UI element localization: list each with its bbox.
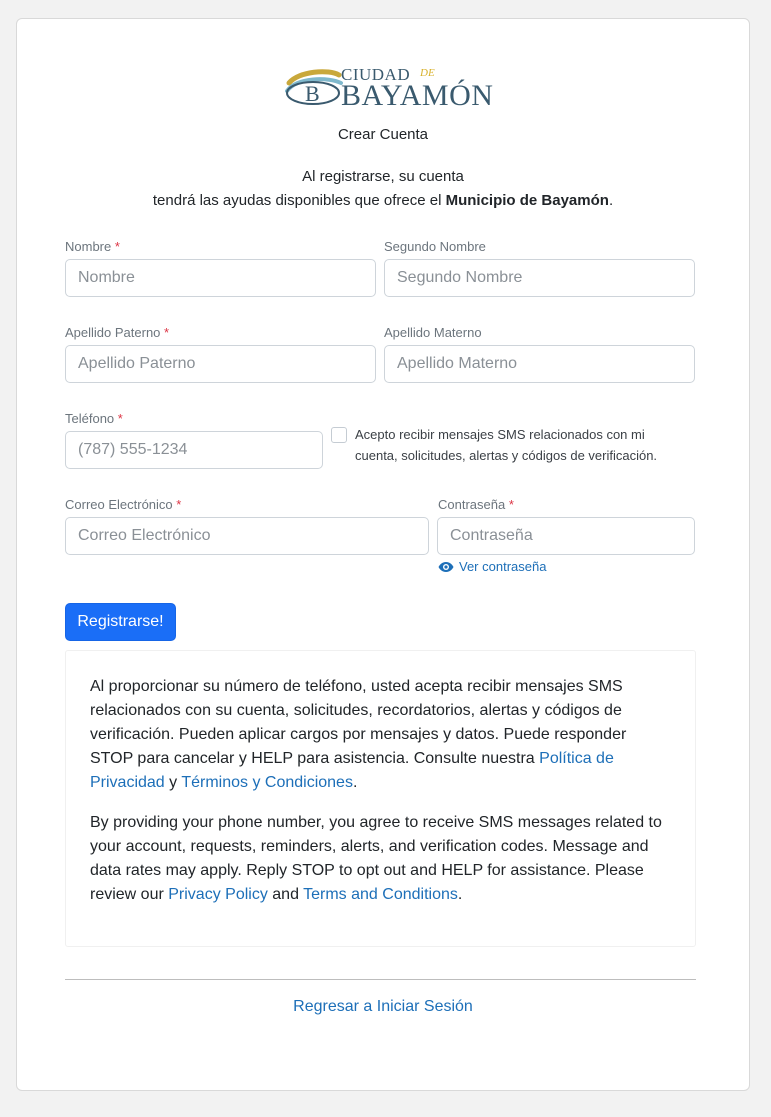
sms-consent-checkbox[interactable] [331, 427, 347, 443]
terms-link-en[interactable]: Terms and Conditions [303, 886, 458, 903]
sms-consent-line-1: Acepto recibir mensajes SMS relacionados con mi [355, 427, 645, 442]
segundo-nombre-label: Segundo Nombre [384, 239, 486, 254]
nombre-input[interactable] [65, 259, 376, 297]
apellido-materno-label: Apellido Materno [384, 325, 482, 340]
sms-notice-en [90, 811, 671, 907]
footer-divider [65, 979, 696, 980]
sms-notice-es-end: . [352, 774, 358, 791]
required-mark: * [164, 325, 170, 340]
contrasena-label-text: Contraseña [438, 497, 506, 512]
sms-notice-box [65, 650, 696, 947]
nombre-label-text: Nombre [65, 239, 112, 254]
sms-consent-label[interactable] [355, 424, 705, 466]
show-password-label: Ver contraseña [459, 559, 547, 574]
page-title: Crear Cuenta [337, 126, 429, 143]
correo-label-text: Correo Electrónico [65, 497, 173, 512]
contrasena-label [438, 497, 514, 512]
telefono-label-text: Teléfono [65, 411, 115, 426]
eye-icon [438, 561, 454, 573]
nombre-label [65, 239, 120, 254]
required-mark: * [176, 497, 182, 512]
register-card [16, 18, 750, 1091]
back-to-login-link[interactable]: Regresar a Iniciar Sesión [293, 998, 473, 1015]
intro-text [17, 165, 749, 213]
required-mark: * [508, 497, 514, 512]
bayamon-emblem-icon [285, 65, 345, 113]
logo-text-de: DE [420, 67, 435, 79]
intro-line-2 [17, 189, 749, 213]
required-mark: * [117, 411, 123, 426]
privacy-policy-link-en[interactable]: Privacy Policy [168, 886, 268, 903]
svg-text:B: B [305, 81, 320, 106]
register-button[interactable]: Registrarse! [65, 603, 176, 641]
apellido-materno-input[interactable] [384, 345, 695, 383]
intro-municipio: Municipio de Bayamón [445, 192, 609, 209]
intro-line-2-prefix: tendrá las ayudas disponibles que ofrece el [152, 192, 446, 209]
required-mark: * [114, 239, 120, 254]
privacy-policy-link-es[interactable]: Política de Privacidad [90, 750, 614, 791]
sms-consent-line-2: cuenta, solicitudes, alertas y códigos de verificación. [355, 448, 658, 463]
logo-text-bayamon: BAYAMÓN [341, 79, 494, 112]
contrasena-input[interactable] [437, 517, 695, 555]
correo-label [65, 497, 181, 512]
sms-notice-es-and: y [164, 774, 182, 791]
sms-notice-es [90, 675, 671, 795]
logo-text-ciudad: CIUDAD [341, 65, 411, 84]
sms-notice-en-and: and [267, 886, 304, 903]
correo-input[interactable] [65, 517, 429, 555]
terms-link-es[interactable]: Términos y Condiciones [181, 774, 353, 791]
show-password-toggle[interactable] [438, 559, 546, 574]
apellido-paterno-input[interactable] [65, 345, 376, 383]
sms-notice-en-text: By providing your phone number, you agree to receive SMS messages related to your account, requests, reminders, alerts, and verification codes. Message and data rates may apply. Reply STOP to opt out and HELP for assistance. Please review our [90, 814, 662, 903]
telefono-input[interactable] [65, 431, 323, 469]
telefono-label [65, 411, 123, 426]
intro-line-2-suffix: . [608, 192, 614, 209]
segundo-nombre-input[interactable] [384, 259, 695, 297]
apellido-paterno-label-text: Apellido Paterno [65, 325, 161, 340]
sms-notice-es-text: Al proporcionar su número de teléfono, usted acepta recibir mensajes SMS relacionados con su cuenta, solicitudes, recordatorios, alertas y códigos de verificación. Pueden aplicar cargos por mensajes y datos. Puede responder STOP para cancelar y HELP para asistencia. Consulte nuestra [90, 678, 627, 767]
intro-line-1: Al registrarse, su cuenta [302, 168, 464, 185]
sms-notice-en-end: . [457, 886, 463, 903]
bayamon-logo [285, 65, 494, 113]
apellido-paterno-label [65, 325, 169, 340]
